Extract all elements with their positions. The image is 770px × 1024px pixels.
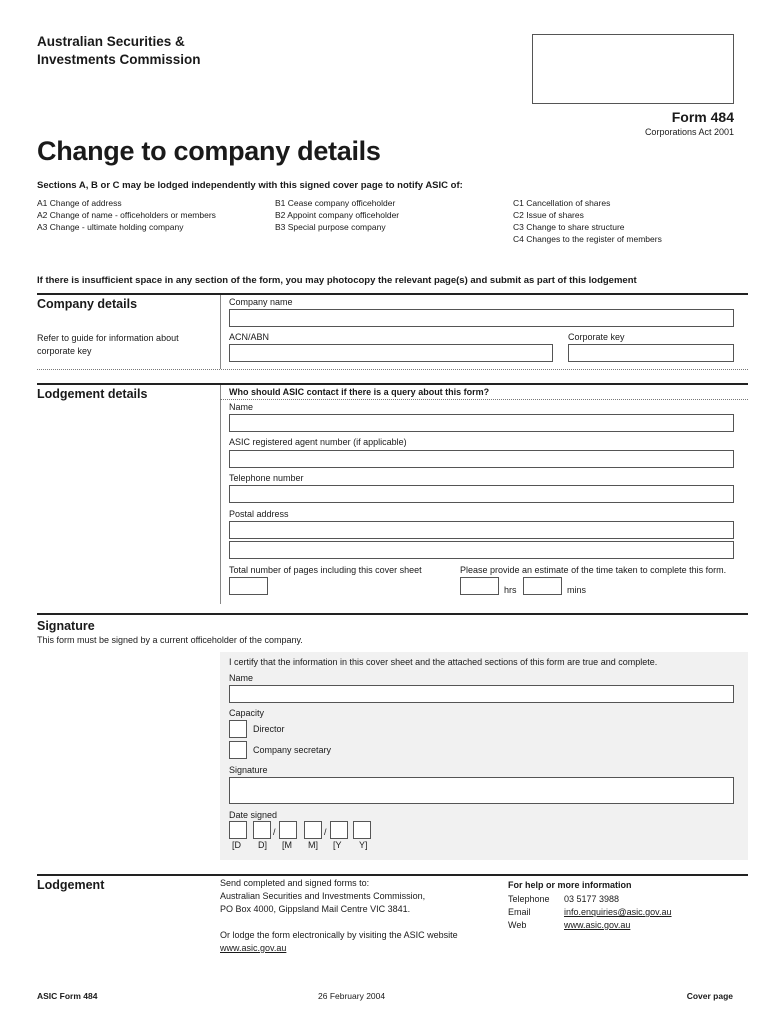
dotted-divider	[220, 399, 748, 400]
hours-input[interactable]	[460, 577, 499, 595]
org-line-2: Investments Commission	[37, 52, 201, 67]
day-digit-2-input[interactable]	[253, 821, 271, 839]
section-c-list	[513, 197, 662, 245]
agent-number-label: ASIC registered agent number (if applicable)	[229, 437, 407, 447]
list-item: B2 Appoint company officeholder	[275, 210, 400, 220]
online-lodgement-info	[220, 929, 458, 955]
email-link[interactable]: info.enquiries@asic.gov.au	[564, 907, 672, 917]
signature-label: Signature	[229, 765, 268, 775]
section-divider	[37, 383, 748, 385]
month-hint-open: [M	[282, 840, 292, 850]
year-digit-2-input[interactable]	[353, 821, 371, 839]
list-item: A1 Change of address	[37, 198, 122, 208]
email-label: Email	[508, 907, 531, 917]
page-title: Change to company details	[37, 136, 381, 166]
company-secretary-checkbox[interactable]	[229, 741, 247, 759]
year-hint-open: [Y	[333, 840, 342, 850]
contact-name-input[interactable]	[229, 414, 734, 432]
day-digit-1-input[interactable]	[229, 821, 247, 839]
company-name-input[interactable]	[229, 309, 734, 327]
director-checkbox[interactable]	[229, 720, 247, 738]
company-details-heading: Company details	[37, 297, 138, 311]
day-hint-open: [D	[232, 840, 241, 850]
act-reference: Corporations Act 2001	[644, 127, 734, 137]
footer-form-name: ASIC Form 484	[37, 991, 98, 1001]
postal-lodgement-info	[220, 877, 425, 916]
asic-website-link[interactable]: www.asic.gov.au	[220, 943, 287, 953]
org-line-1: Australian Securities &	[37, 34, 185, 49]
list-item: A2 Change of name - officeholders or members	[37, 210, 216, 220]
director-label: Director	[253, 724, 285, 734]
date-separator: /	[324, 827, 327, 837]
list-item: C1 Cancellation of shares	[513, 198, 611, 208]
intro-text: Sections A, B or C may be lodged independently with this signed cover page to notify ASIC of:	[37, 180, 463, 191]
form-number: Form 484	[671, 109, 734, 125]
telephone-value: 03 5177 3988	[564, 894, 620, 904]
date-separator: /	[273, 827, 276, 837]
date-signed-label: Date signed	[229, 810, 278, 820]
office-use-box	[532, 34, 734, 104]
year-digit-1-input[interactable]	[330, 821, 348, 839]
lodgement-heading: Lodgement	[37, 878, 105, 892]
insufficient-space-note: If there is insufficient space in any section of the form, you may photocopy the relevant page(s) and submit as part of this lodgement	[37, 275, 637, 286]
signature-input[interactable]	[229, 777, 734, 804]
send-line-1: Send completed and signed forms to:	[220, 878, 370, 888]
list-item: B3 Special purpose company	[275, 222, 386, 232]
telephone-label: Telephone	[508, 894, 550, 904]
list-item: A3 Change - ultimate holding company	[37, 222, 184, 232]
certify-statement: I certify that the information in this cover sheet and the attached sections of this form are true and complete.	[229, 657, 658, 667]
telephone-input[interactable]	[229, 485, 734, 503]
month-digit-1-input[interactable]	[279, 821, 297, 839]
day-hint-close: D]	[258, 840, 267, 850]
contact-question: Who should ASIC contact if there is a query about this form?	[229, 387, 490, 397]
minutes-input[interactable]	[523, 577, 562, 595]
minutes-label: mins	[567, 585, 587, 595]
signature-heading: Signature	[37, 619, 95, 633]
corporate-key-label: Corporate key	[568, 332, 625, 342]
postal-address-input-line-2[interactable]	[229, 541, 734, 559]
agent-number-input[interactable]	[229, 450, 734, 468]
list-item: C2 Issue of shares	[513, 210, 584, 220]
column-divider	[220, 385, 221, 604]
section-a-list	[37, 197, 216, 233]
web-link[interactable]: www.asic.gov.au	[564, 920, 631, 930]
contact-name-label: Name	[229, 402, 254, 412]
total-pages-label: Total number of pages including this cover sheet	[229, 565, 422, 575]
hours-label: hrs	[504, 585, 517, 595]
list-item: B1 Cease company officeholder	[275, 198, 396, 208]
company-secretary-label: Company secretary	[253, 745, 332, 755]
acn-abn-input[interactable]	[229, 344, 553, 362]
footer-date: 26 February 2004	[318, 991, 386, 1001]
telephone-label: Telephone number	[229, 473, 304, 483]
signatory-name-input[interactable]	[229, 685, 734, 703]
acn-abn-label: ACN/ABN	[229, 332, 270, 342]
column-divider	[220, 295, 221, 369]
dotted-divider	[37, 369, 748, 370]
list-item: C4 Changes to the register of members	[513, 234, 662, 244]
footer-page-label: Cover page	[686, 991, 733, 1001]
total-pages-input[interactable]	[229, 577, 268, 595]
send-line-3: PO Box 4000, Gippsland Mail Centre VIC 3841.	[220, 904, 411, 914]
signature-subtext: This form must be signed by a current officeholder of the company.	[37, 635, 303, 645]
section-divider	[37, 293, 748, 295]
signature-panel	[220, 652, 748, 860]
online-line: Or lodge the form electronically by visiting the ASIC website	[220, 930, 458, 940]
postal-address-label: Postal address	[229, 509, 289, 519]
organisation-name	[37, 33, 201, 69]
month-hint-close: M]	[308, 840, 318, 850]
lodgement-details-heading: Lodgement details	[37, 387, 148, 401]
help-heading: For help or more information	[508, 880, 632, 890]
list-item: C3 Change to share structure	[513, 222, 625, 232]
web-label: Web	[508, 920, 527, 930]
month-digit-2-input[interactable]	[304, 821, 322, 839]
company-name-label: Company name	[229, 297, 293, 307]
section-b-list	[275, 197, 399, 233]
section-divider	[37, 613, 748, 615]
corporate-key-note: Refer to guide for information about corporate key	[37, 333, 179, 356]
send-line-2: Australian Securities and Investments Commission,	[220, 891, 426, 901]
postal-address-input-line-1[interactable]	[229, 521, 734, 539]
capacity-label: Capacity	[229, 708, 265, 718]
section-divider	[37, 874, 748, 876]
time-estimate-label: Please provide an estimate of the time taken to complete this form.	[460, 565, 727, 575]
corporate-key-input[interactable]	[568, 344, 734, 362]
year-hint-close: Y]	[359, 840, 368, 850]
signatory-name-label: Name	[229, 673, 254, 683]
